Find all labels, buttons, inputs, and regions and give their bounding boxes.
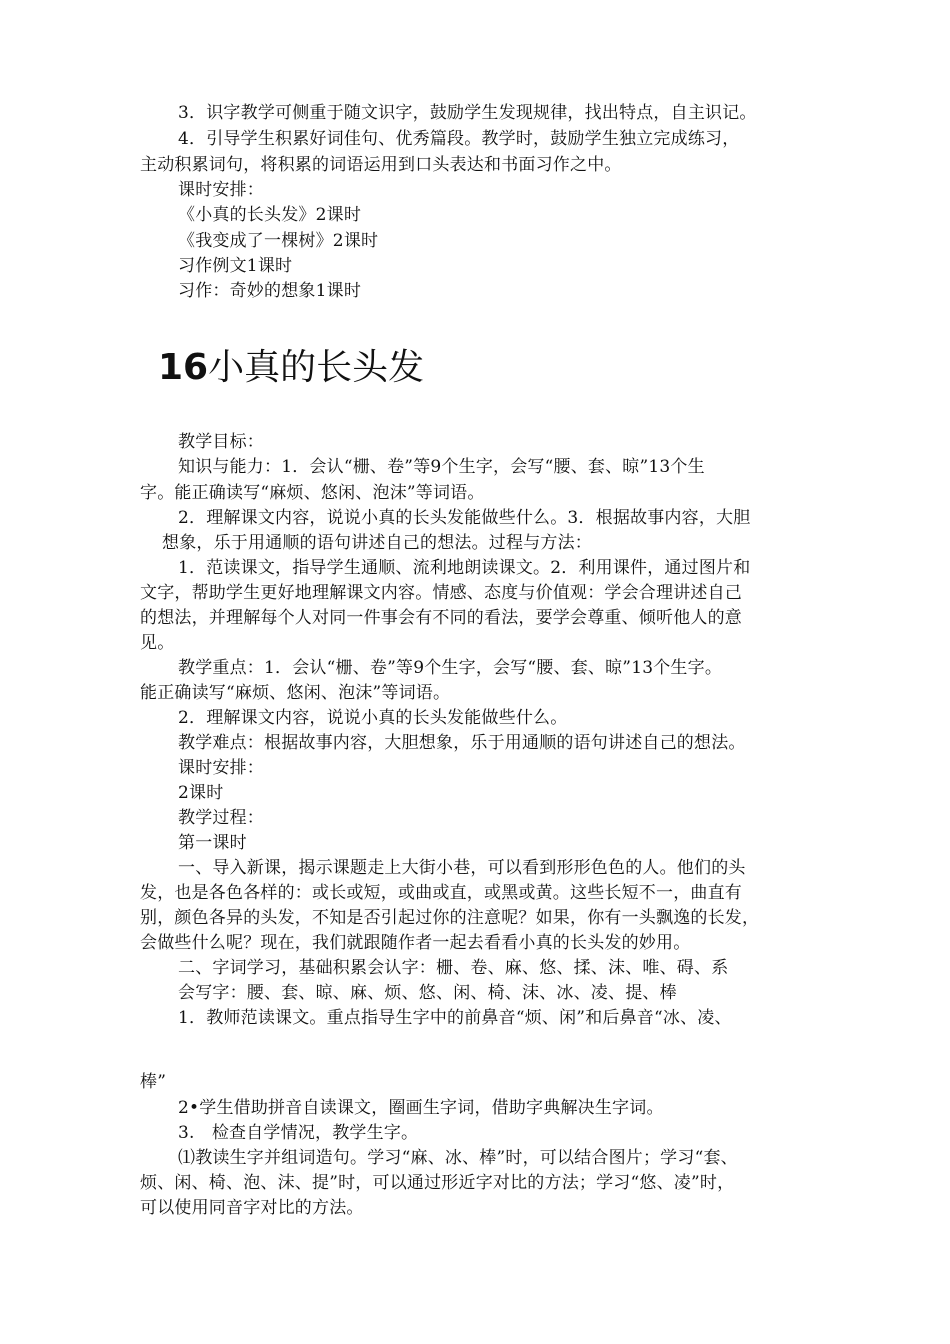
intro-line: 课时安排： [178, 180, 264, 200]
body-line: 别，颜色各异的头发，不知是否引起过你的注意呢？如果，你有一头飘逸的长发， [140, 908, 760, 928]
body-line: 一、导入新课，揭示课题走上大街小巷，可以看到形形色色的人。他们的头 [178, 858, 746, 878]
body-line: 烦、闲、椅、泡、沫、提”时，可以通过形近字对比的方法；学习“悠、凌”时， [140, 1173, 735, 1193]
body-line: 发，也是各色各样的：或长或短，或曲或直，或黑或黄。这些长短不一，曲直有 [140, 883, 742, 903]
body-line: 3. 检查自学情况，教学生字。 [178, 1123, 419, 1143]
intro-line: 习作：奇妙的想象1课时 [178, 281, 362, 301]
body-line: 2．理解课文内容，说说小真的长头发能做些什么。3．根据故事内容，大胆 [178, 508, 751, 528]
body-line: 知识与能力：1．会认“栅、卷”等9个生字，会写“腰、套、晾”13个生 [178, 457, 705, 477]
body-line: 教学难点：根据故事内容，大胆想象，乐于用通顺的语句讲述自己的想法。 [178, 733, 746, 753]
body-line: 可以使用同音字对比的方法。 [140, 1198, 364, 1218]
body-line: 会做些什么呢？现在，我们就跟随作者一起去看看小真的长头发的妙用。 [140, 933, 691, 953]
body-line: 想象，乐于用通顺的语句讲述自己的想法。过程与方法： [162, 533, 592, 553]
body-line: 二、字词学习，基础积累会认字：栅、卷、麻、悠、揉、沫、唯、碍、系 [178, 958, 729, 978]
lesson-heading [158, 345, 424, 391]
intro-line: 《我变成了一棵树》2课时 [178, 231, 379, 251]
body-line: 2课时 [178, 783, 224, 803]
body-line: 第一课时 [178, 833, 247, 853]
body-line: 文字，帮助学生更好地理解课文内容。情感、态度与价值观：学会合理讲述自己 [140, 583, 742, 603]
lesson-title: 小真的长头发 [208, 347, 425, 388]
intro-line: 4．引导学生积累好词佳句、优秀篇段。教学时，鼓励学生独立完成练习， [178, 129, 740, 149]
body-line: ⑴教读生字并组词造句。学习“麻、冰、棒”时，可以结合图片；学习“套、 [178, 1148, 738, 1168]
intro-line: 《小真的长头发》2课时 [178, 205, 362, 225]
lesson-number: 16 [158, 347, 209, 388]
body-line: 棒” [140, 1072, 167, 1092]
body-line: 1．教师范读课文。重点指导生字中的前鼻音“烦、闲”和后鼻音“冰、凌、 [178, 1008, 732, 1028]
body-line: 会写字：腰、套、晾、麻、烦、悠、闲、椅、沫、冰、凌、提、棒 [178, 983, 677, 1003]
body-line: 课时安排： [178, 758, 264, 778]
body-line: 教学过程： [178, 808, 264, 828]
body-line: 见。 [140, 633, 175, 653]
body-line: 教学目标： [178, 432, 264, 452]
intro-line: 习作例文1课时 [178, 256, 293, 276]
body-line: 教学重点：1．会认“栅、卷”等9个生字，会写“腰、套、晾”13个生字。 [178, 658, 723, 678]
body-line: 1．范读课文，指导学生通顺、流利地朗读课文。2．利用课件，通过图片和 [178, 558, 751, 578]
body-line: 2•学生借助拼音自读课文，圈画生字词，借助字典解决生字词。 [178, 1098, 664, 1118]
intro-line: 主动积累词句，将积累的词语运用到口头表达和书面习作之中。 [140, 155, 622, 175]
intro-line: 3．识字教学可侧重于随文识字，鼓励学生发现规律，找出特点，自主识记。 [178, 103, 757, 123]
body-line: 的想法，并理解每个人对同一件事会有不同的看法，要学会尊重、倾听他人的意 [140, 608, 742, 628]
body-line: 能正确读写“麻烦、悠闲、泡沫”等词语。 [140, 683, 451, 703]
body-line: 字。能正确读写“麻烦、悠闲、泡沫”等词语。 [140, 483, 485, 503]
body-line: 2．理解课文内容，说说小真的长头发能做些什么。 [178, 708, 568, 728]
